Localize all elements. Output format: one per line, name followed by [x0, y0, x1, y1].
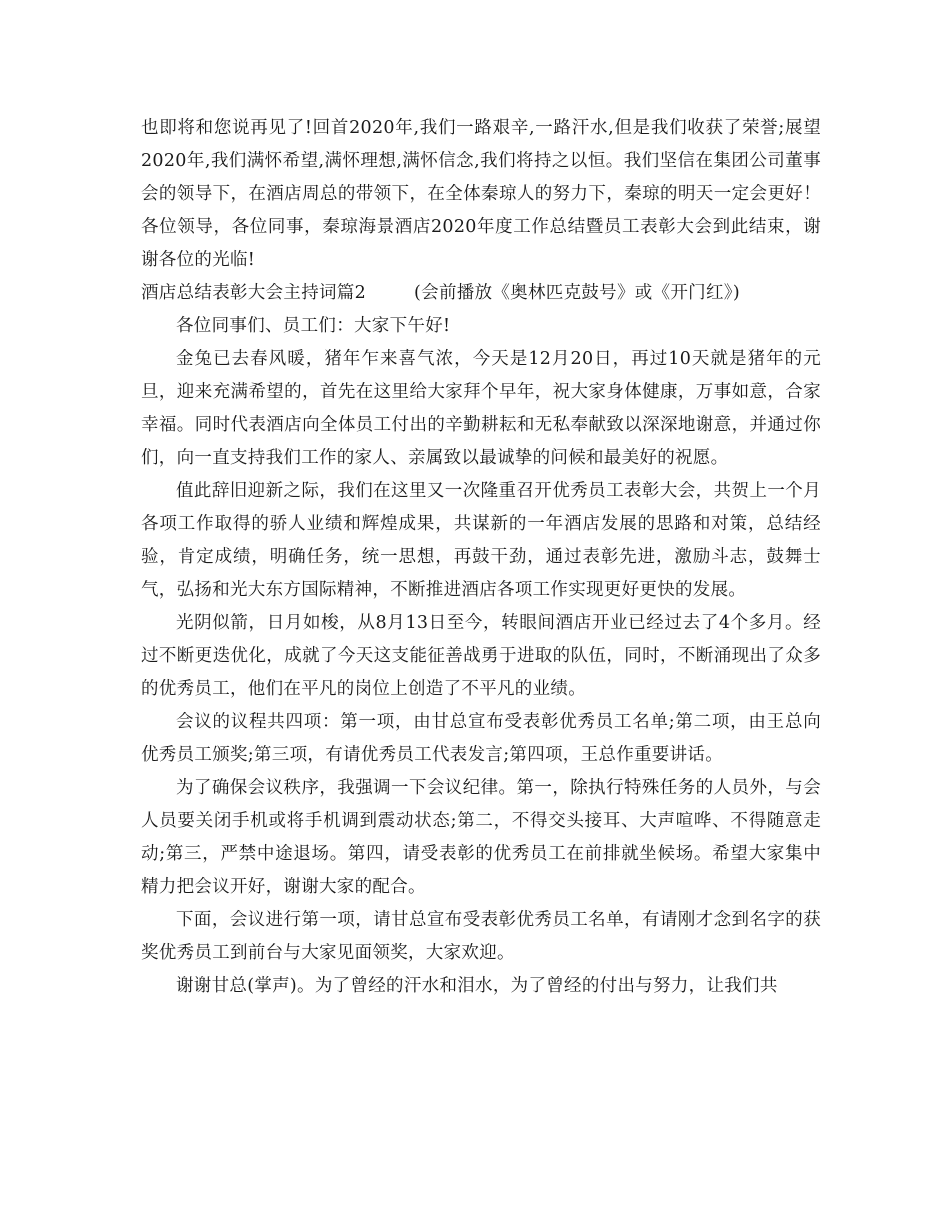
paragraph: 光阴似箭，日月如梭，从8月13日至今，转眼间酒店开业已经过去了4个多月。经过不断更迭优化，成就了今天这支能征善战勇于进取的队伍，同时，不断涌现出了众多的优秀员工，他们在平凡的岗位上创造了不平凡的业绩。	[141, 613, 821, 699]
section-title: 酒店总结表彰大会主持词篇2	[141, 283, 367, 303]
paragraph-closing: 也即将和您说再见了!回首2020年,我们一路艰辛,一路汗水,但是我们收获了荣誉;展望2020年,我们满怀希望,满怀理想,满怀信念,我们将持之以恒。我们坚信在集团公司董事会的领导下，在酒店周总的带领下，在全体秦琼人的努力下，秦琼的明天一定会更好！ 各位领导，各位同事，秦琼海景酒店2020年度工作总结暨员工表彰大会到此结束，谢谢各位的光临!	[141, 118, 821, 270]
paragraph: 值此辞旧迎新之际，我们在这里又一次隆重召开优秀员工表彰大会，共贺上一个月各项工作取得的骄人业绩和辉煌成果，共谋新的一年酒店发展的思路和对策，总结经验，肯定成绩，明确任务，统一思想，再鼓干劲，通过表彰先进，激励斗志，鼓舞士气，弘扬和光大东方国际精神，不断推进酒店各项工作实现更好更快的发展。	[141, 481, 821, 600]
paragraph: 会议的议程共四项：第一项，由甘总宣布受表彰优秀员工名单;第二项，由王总向优秀员工颁奖;第三项，有请优秀员工代表发言;第四项，王总作重要讲话。	[141, 712, 821, 765]
paragraph-greeting: 各位同事们、员工们：大家下午好!	[176, 316, 451, 336]
section-heading	[141, 277, 821, 310]
paragraph: 为了确保会议秩序，我强调一下会议纪律。第一，除执行特殊任务的人员外，与会人员要关闭手机或将手机调到震动状态;第二，不得交头接耳、大声喧哗、不得随意走动;第三，严禁中途退场。第四，请受表彰的优秀员工在前排就坐候场。希望大家集中精力把会议开好，谢谢大家的配合。	[141, 778, 821, 897]
paragraph: 下面，会议进行第一项，请甘总宣布受表彰优秀员工名单，有请刚才念到名字的获奖优秀员工到前台与大家见面领奖，大家欢迎。	[141, 910, 821, 963]
document-body	[141, 112, 821, 1003]
paragraph: 金兔已去春风暖，猪年乍来喜气浓，今天是12月20日，再过10天就是猪年的元旦，迎来充满希望的，首先在这里给大家拜个早年，祝大家身体健康，万事如意，合家幸福。同时代表酒店向全体员工付出的辛勤耕耘和无私奉献致以深深地谢意，并通过你们，向一直支持我们工作的家人、亲属致以最诚挚的问候和最美好的祝愿。	[141, 349, 821, 468]
section-note: (会前播放《奥林匹克鼓号》或《开门红》)	[414, 283, 740, 303]
paragraph: 谢谢甘总(掌声)。为了曾经的汗水和泪水，为了曾经的付出与努力，让我们共	[176, 976, 778, 996]
